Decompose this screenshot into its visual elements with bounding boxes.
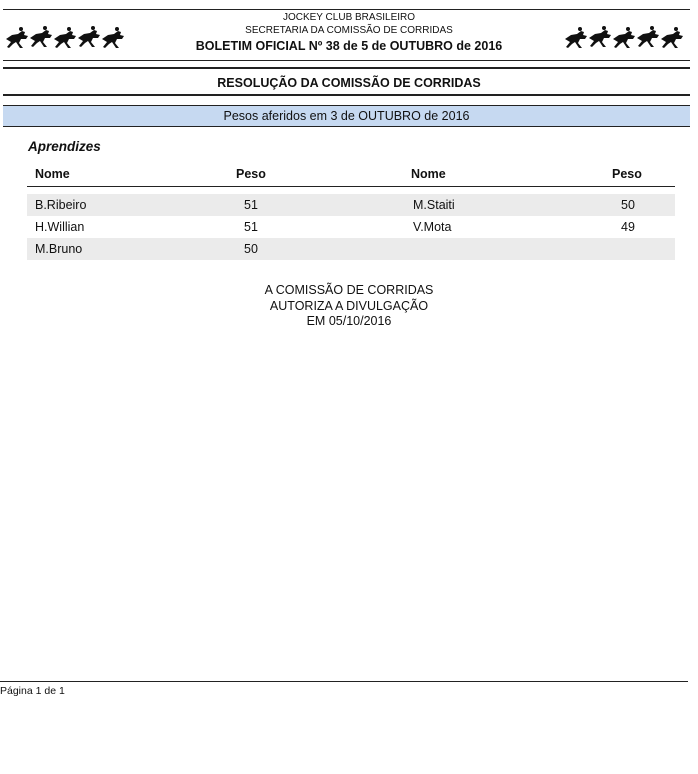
table-header-rule [27,186,675,187]
jockey-name: M.Bruno [35,242,83,256]
column-header-name-2: Nome [411,167,446,181]
table-row [27,216,675,238]
org-name: JOCKEY CLUB BRASILEIRO [282,12,416,23]
resolution-rule [3,94,690,96]
resolution-title: RESOLUÇÃO DA COMISSÃO DE CORRIDAS [217,76,481,90]
table-row [27,238,675,260]
weights-date-band [3,105,690,127]
jockey-name: H.Willian [35,220,85,234]
jockey-weight: 51 [244,198,258,212]
jockey-name: V.Mota [413,220,452,234]
column-header-weight-1: Peso [236,167,266,181]
authorization-block [0,283,698,330]
authorization-line-2: AUTORIZA A DIVULGAÇÃO [269,298,429,313]
table-row [27,194,675,216]
top-rule [3,9,690,10]
authorization-line-1: A COMISSÃO DE CORRIDAS [264,283,434,297]
column-header-name-1: Nome [35,167,70,181]
secretaria-name: SECRETARIA DA COMISSÃO DE CORRIDAS [245,25,453,36]
column-header-weight-2: Peso [612,167,642,181]
bulletin-title: BOLETIM OFICIAL Nº 38 de 5 de OUTUBRO de 2016 [195,39,503,53]
jockey-weight: 50 [621,198,635,212]
jockey-name: B.Ribeiro [35,198,87,212]
authorization-line-3: EM 05/10/2016 [306,314,392,328]
jockey-name: M.Staiti [413,198,455,212]
jockey-weight: 51 [244,220,258,234]
jockey-weight: 49 [621,220,635,234]
footer-rule [0,681,688,682]
section-title: Aprendizes [28,139,101,154]
header-rule [3,60,690,61]
header-rule-thick [3,67,690,69]
weights-date-text: Pesos aferidos em 3 de OUTUBRO de 2016 [223,109,470,123]
page-number: Página 1 de 1 [0,685,65,697]
jockey-weight: 50 [244,242,258,256]
